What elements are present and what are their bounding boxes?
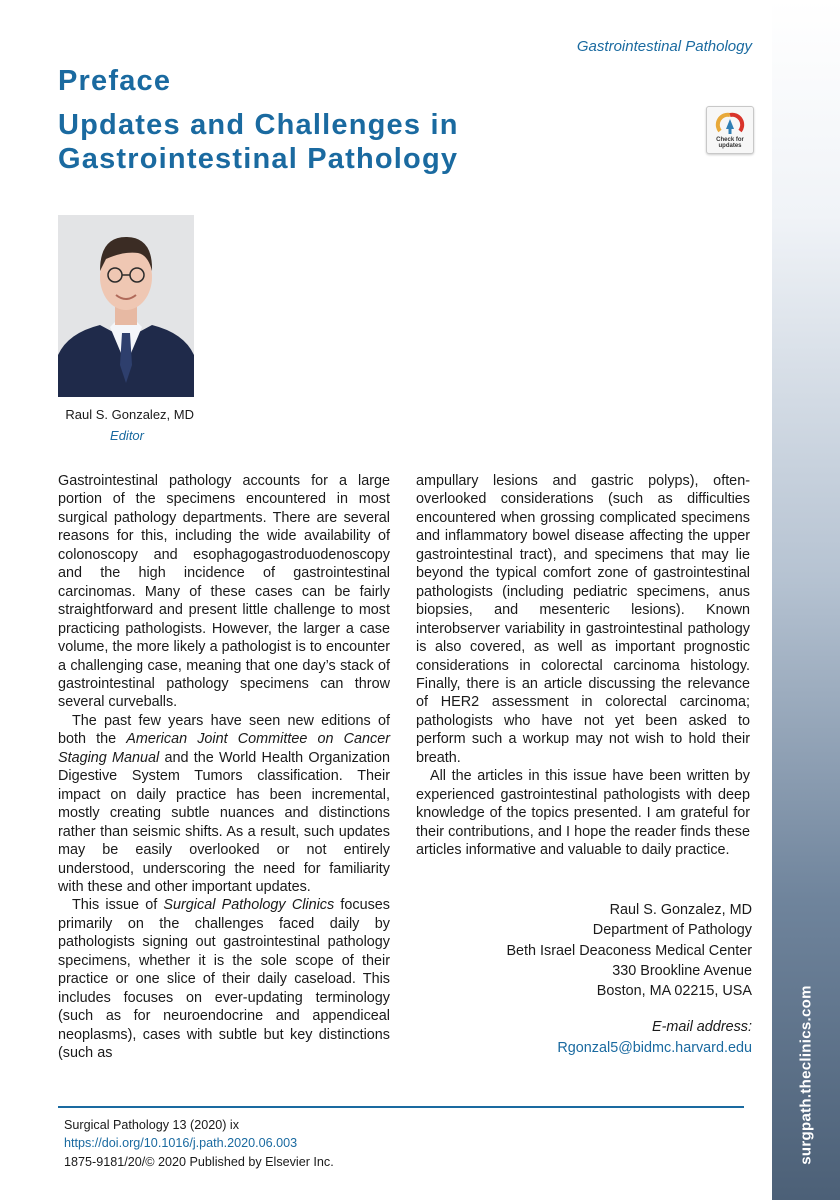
body-paragraph-1: Gastrointestinal pathology accounts for a large portion of the specimens encountered in most surgical pathology departments. There are several reasons for this, including the wide availability of colonoscopy and esophagogastroduodenoscopy and the high incidence of gastrointestinal carcinomas. Many of these cases can be fairly straightforward and present little challenge to most practicing pathologists. However, the larger a case volume, the more likely a pathologist is to encounter a challenging case, meaning that one day’s stack of gastrointestinal pathology specimens can throw several curveballs.: [58, 473, 390, 711]
signature-block: [506, 900, 752, 1058]
article-title-line2: Gastrointestinal Pathology: [58, 143, 459, 175]
body-paragraph-3: This issue of Surgical Pathology Clinics focuses primarily on the challenges faced daily by pathologists signing out gastrointestinal pathology specimens, whether it is the sole scope of their practice or one slice of their daily caseload. This includes focuses on ever-updating terminology (such as for neuroendocrine and appendiceal neoplasms), cases with subtle but key distinctions (such as: [58, 897, 391, 1062]
email-label: E-mail address:: [652, 1019, 752, 1036]
editor-role: Editor: [110, 428, 144, 443]
preface-heading: Preface: [58, 65, 172, 97]
editor-photo: [58, 215, 194, 397]
crossmark-icon: [707, 107, 753, 137]
journal-website[interactable]: surgpath.theclinics.com: [797, 985, 815, 1165]
email-link[interactable]: Rgonzal5@bidmc.harvard.edu: [557, 1039, 752, 1056]
footer: [64, 1116, 334, 1171]
section-label: Gastrointestinal Pathology: [576, 38, 752, 55]
editor-name: Raul S. Gonzalez, MD: [65, 407, 194, 422]
footer-citation: Surgical Pathology 13 (2020) ix: [64, 1118, 240, 1132]
body-paragraph-2: The past few years have seen new editions of both the American Joint Committee on Cancer Staging Manual and the World Health Organization Digestive System Tumors classification. Their impact on daily practice has been incremental, mostly creating subtle nuances and distinctions rather than seismic shifts. As a result, such updates may be easily overlooked or not entirely understood, underscoring the need for familiarity with these and other important updates.: [58, 712, 390, 895]
signature-street: 330 Brookline Avenue: [612, 962, 752, 979]
badge-text-line1: Check for: [716, 137, 744, 143]
doi-link[interactable]: https://doi.org/10.1016/j.path.2020.06.003: [64, 1136, 298, 1151]
body-column-left: [58, 472, 390, 1063]
body-paragraph-4: All the articles in this issue have been written by experienced gastrointestinal pathologists with deep knowledge of the topics presented. I am grateful for their contributions, and I hope the reader finds these articles informative and valuable to daily practice.: [416, 768, 750, 859]
article-title-line1: Updates and Challenges in: [58, 109, 459, 141]
body-column-right: [416, 472, 750, 860]
signature-city: Boston, MA 02215, USA: [596, 983, 752, 1000]
footer-divider: [58, 1106, 744, 1108]
body-paragraph-3-continued: ampullary lesions and gastric polyps), often-overlooked considerations (such as difficulties encountered when grossing complicated specimens and inflammatory bowel disease affecting the upper gastrointestinal tract), and specimens that may lie beyond the typical comfort zone of gastrointestinal pathologists (including pediatric specimens, anus biopsies, and mesenteric lesions). Known interobserver variability in gastrointestinal pathology is also covered, as well as important prognostic considerations in colorectal carcinoma histology. Finally, there is an article discussing the relevance of HER2 assessment in colorectal carcinoma; pathologists who have not yet been asked to perform such a workup may not wish to hold their breath.: [416, 473, 750, 766]
signature-institution: Beth Israel Deaconess Medical Center: [506, 942, 752, 959]
signature-name: Raul S. Gonzalez, MD: [609, 902, 752, 918]
footer-copyright: 1875-9181/20/© 2020 Published by Elsevier Inc.: [64, 1154, 334, 1169]
badge-text-line2: updates: [718, 143, 742, 149]
signature-department: Department of Pathology: [592, 922, 752, 939]
check-for-updates-badge[interactable]: [706, 106, 754, 154]
